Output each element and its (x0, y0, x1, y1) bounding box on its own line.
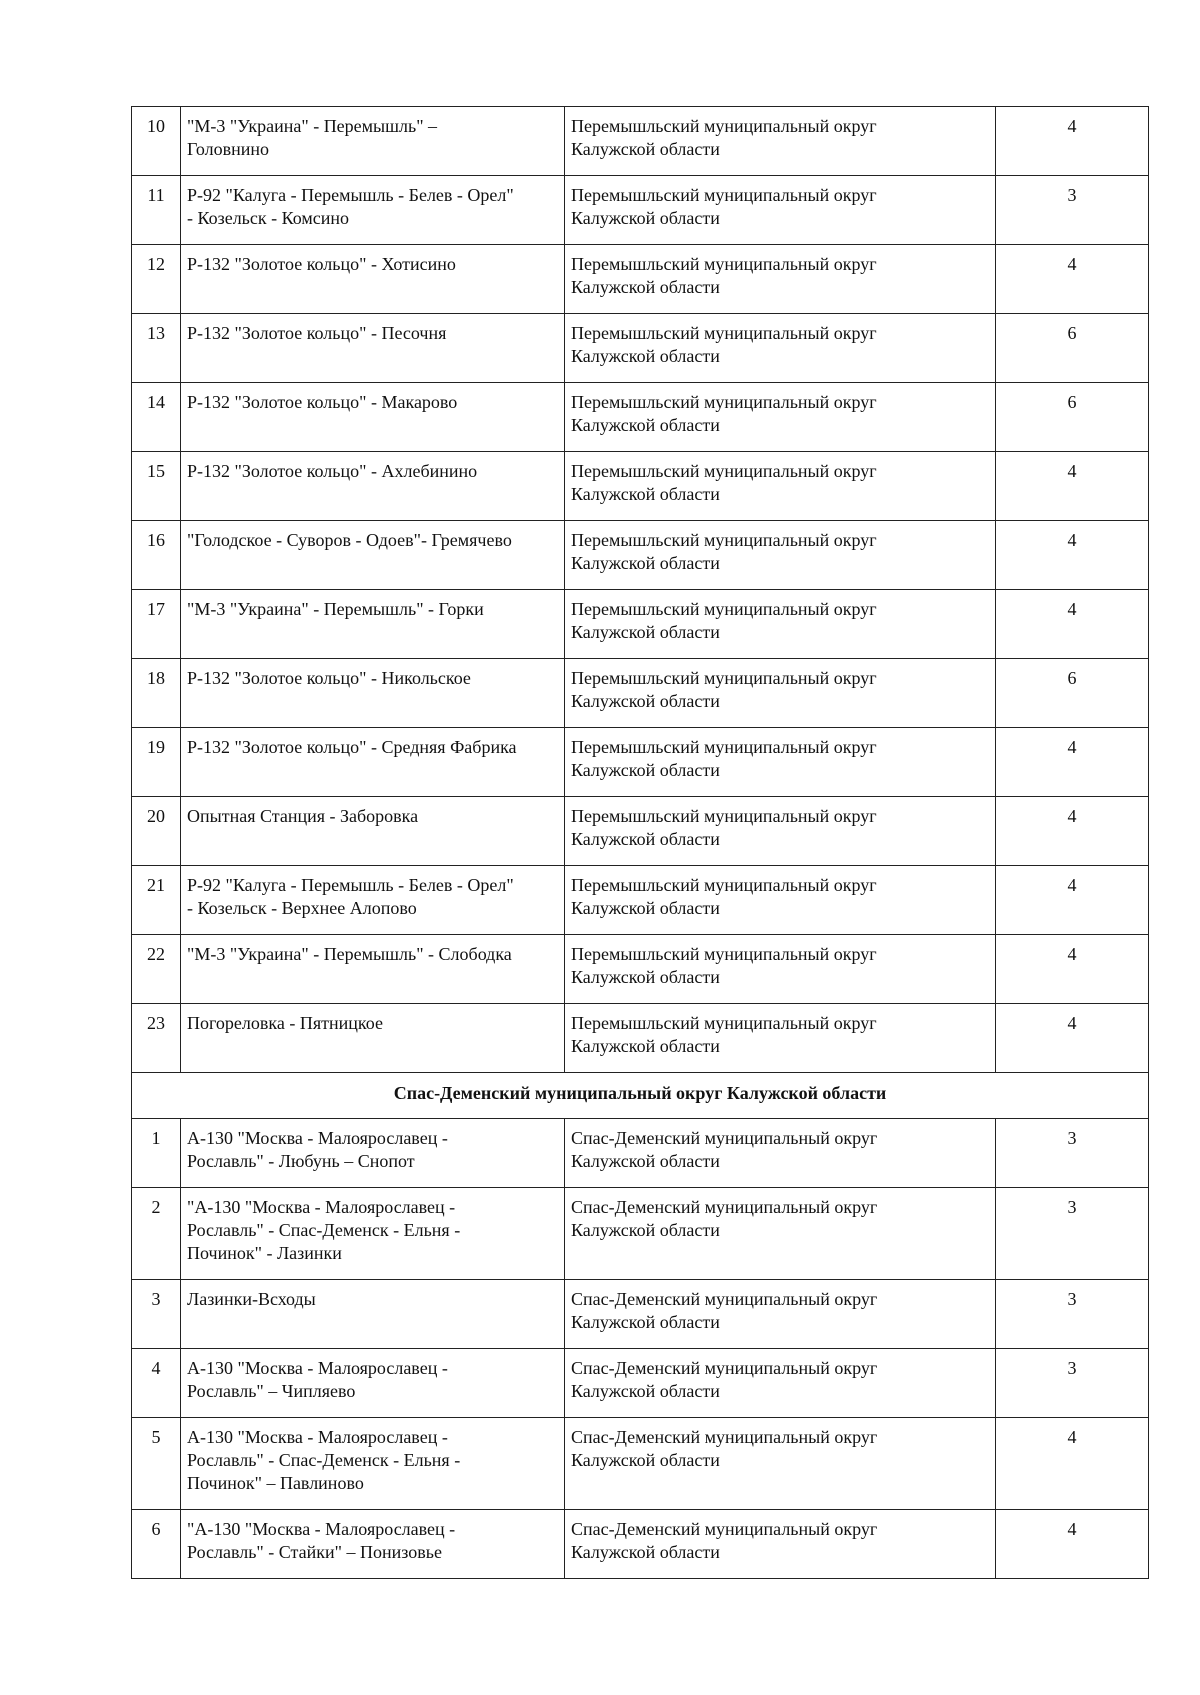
table-row (132, 1119, 1149, 1188)
table-row (132, 383, 1149, 452)
district-line: Перемышльский муниципальный округ (571, 737, 877, 757)
road-name-line: Р-132 "Золотое кольцо" - Макарово (187, 392, 458, 412)
district-line: Калужской области (571, 967, 720, 987)
district-line: Калужской области (571, 622, 720, 642)
road-name-line: Опытная Станция - Заборовка (187, 806, 419, 826)
table-row (132, 1188, 1149, 1280)
road-name-cell (181, 935, 565, 1004)
road-name-cell (181, 245, 565, 314)
road-name-line: "А-130 "Москва - Малоярославец - (187, 1519, 456, 1539)
road-name-line: - Козельск - Верхнее Алопово (187, 898, 417, 918)
road-name-line: Р-132 "Золотое кольцо" - Никольское (187, 668, 471, 688)
table-row (132, 866, 1149, 935)
district-cell (565, 1510, 996, 1579)
table-row (132, 590, 1149, 659)
row-number: 10 (132, 107, 181, 176)
district-line: Калужской области (571, 829, 720, 849)
road-name-line: А-130 "Москва - Малоярославец - (187, 1128, 448, 1148)
district-line: Перемышльский муниципальный округ (571, 875, 877, 895)
district-cell (565, 245, 996, 314)
table-row (132, 521, 1149, 590)
district-cell (565, 659, 996, 728)
road-name-line: - Козельск - Комсино (187, 208, 350, 228)
district-line: Перемышльский муниципальный округ (571, 806, 877, 826)
table-row (132, 245, 1149, 314)
district-cell (565, 590, 996, 659)
value-cell: 6 (996, 314, 1149, 383)
road-name-line: Рославль" - Спас-Деменск - Ельня - (187, 1220, 461, 1240)
district-cell (565, 1280, 996, 1349)
road-name-cell (181, 1510, 565, 1579)
table-row (132, 314, 1149, 383)
row-number: 21 (132, 866, 181, 935)
row-number: 5 (132, 1418, 181, 1510)
roads-table (131, 106, 1149, 1579)
district-line: Калужской области (571, 898, 720, 918)
table-row (132, 452, 1149, 521)
district-line: Перемышльский муниципальный округ (571, 254, 877, 274)
road-name-cell (181, 590, 565, 659)
road-name-cell (181, 1119, 565, 1188)
road-name-line: А-130 "Москва - Малоярославец - (187, 1427, 448, 1447)
road-name-cell (181, 659, 565, 728)
value-cell: 6 (996, 659, 1149, 728)
table-row (132, 1280, 1149, 1349)
district-cell (565, 728, 996, 797)
district-cell (565, 797, 996, 866)
section-header-row (132, 1073, 1149, 1119)
district-line: Калужской области (571, 139, 720, 159)
district-line: Спас-Деменский муниципальный округ (571, 1519, 878, 1539)
district-line: Калужской области (571, 1542, 720, 1562)
value-cell: 4 (996, 107, 1149, 176)
district-line: Калужской области (571, 691, 720, 711)
roads-table-body (132, 107, 1149, 1579)
district-line: Спас-Деменский муниципальный округ (571, 1427, 878, 1447)
district-cell (565, 314, 996, 383)
table-row (132, 1349, 1149, 1418)
road-name-cell (181, 1004, 565, 1073)
road-name-line: Головнино (187, 139, 269, 159)
value-cell: 3 (996, 1280, 1149, 1349)
district-line: Калужской области (571, 1381, 720, 1401)
value-cell: 4 (996, 866, 1149, 935)
district-cell (565, 521, 996, 590)
table-row (132, 176, 1149, 245)
road-name-cell (181, 1418, 565, 1510)
value-cell: 4 (996, 452, 1149, 521)
district-line: Калужской области (571, 1151, 720, 1171)
district-cell (565, 866, 996, 935)
road-name-cell (181, 452, 565, 521)
district-line: Калужской области (571, 1450, 720, 1470)
road-name-cell (181, 107, 565, 176)
road-name-line: А-130 "Москва - Малоярославец - (187, 1358, 448, 1378)
row-number: 2 (132, 1188, 181, 1280)
road-name-line: Рославль" - Стайки" – Понизовье (187, 1542, 442, 1562)
district-line: Спас-Деменский муниципальный округ (571, 1358, 878, 1378)
table-row (132, 659, 1149, 728)
district-cell (565, 1188, 996, 1280)
row-number: 16 (132, 521, 181, 590)
table-row (132, 1418, 1149, 1510)
road-name-cell (181, 728, 565, 797)
district-line: Спас-Деменский муниципальный округ (571, 1128, 878, 1148)
district-line: Калужской области (571, 346, 720, 366)
road-name-line: Р-132 "Золотое кольцо" - Хотисино (187, 254, 456, 274)
road-name-line: Починок" - Лазинки (187, 1243, 342, 1263)
district-line: Калужской области (571, 277, 720, 297)
district-cell (565, 383, 996, 452)
road-name-line: Рославль" - Любунь – Снопот (187, 1151, 415, 1171)
district-cell (565, 1349, 996, 1418)
row-number: 18 (132, 659, 181, 728)
value-cell: 4 (996, 728, 1149, 797)
district-cell (565, 1004, 996, 1073)
row-number: 13 (132, 314, 181, 383)
district-line: Калужской области (571, 1036, 720, 1056)
road-name-line: Р-132 "Золотое кольцо" - Средняя Фабрика (187, 737, 517, 757)
road-name-line: Погореловка - Пятницкое (187, 1013, 383, 1033)
road-name-cell (181, 797, 565, 866)
row-number: 4 (132, 1349, 181, 1418)
district-line: Перемышльский муниципальный округ (571, 668, 877, 688)
district-line: Перемышльский муниципальный округ (571, 599, 877, 619)
road-name-cell (181, 521, 565, 590)
value-cell: 6 (996, 383, 1149, 452)
district-line: Перемышльский муниципальный округ (571, 461, 877, 481)
district-cell (565, 452, 996, 521)
district-cell (565, 1119, 996, 1188)
road-name-cell (181, 1349, 565, 1418)
value-cell: 4 (996, 935, 1149, 1004)
value-cell: 3 (996, 1119, 1149, 1188)
section-title: Спас-Деменский муниципальный округ Калужской области (132, 1073, 1149, 1119)
road-name-cell (181, 314, 565, 383)
district-line: Калужской области (571, 1220, 720, 1240)
row-number: 6 (132, 1510, 181, 1579)
district-line: Спас-Деменский муниципальный округ (571, 1197, 878, 1217)
row-number: 17 (132, 590, 181, 659)
row-number: 1 (132, 1119, 181, 1188)
road-name-line: "Голодское - Суворов - Одоев"- Гремячево (187, 530, 512, 550)
road-name-cell (181, 176, 565, 245)
road-name-line: Рославль" - Спас-Деменск - Ельня - (187, 1450, 461, 1470)
district-cell (565, 1418, 996, 1510)
road-name-cell (181, 1280, 565, 1349)
road-name-cell (181, 866, 565, 935)
road-name-line: Р-132 "Золотое кольцо" - Песочня (187, 323, 447, 343)
road-name-line: Рославль" – Чипляево (187, 1381, 356, 1401)
value-cell: 4 (996, 521, 1149, 590)
table-row (132, 797, 1149, 866)
district-line: Перемышльский муниципальный округ (571, 944, 877, 964)
district-line: Перемышльский муниципальный округ (571, 530, 877, 550)
road-name-line: Лазинки-Всходы (187, 1289, 316, 1309)
district-line: Перемышльский муниципальный округ (571, 116, 877, 136)
road-name-line: "М-3 "Украина" - Перемышль" – (187, 116, 438, 136)
value-cell: 4 (996, 1004, 1149, 1073)
road-name-cell (181, 1188, 565, 1280)
district-line: Калужской области (571, 760, 720, 780)
table-row (132, 1510, 1149, 1579)
district-line: Калужской области (571, 415, 720, 435)
row-number: 12 (132, 245, 181, 314)
value-cell: 3 (996, 176, 1149, 245)
row-number: 19 (132, 728, 181, 797)
row-number: 23 (132, 1004, 181, 1073)
road-name-line: "М-3 "Украина" - Перемышль" - Горки (187, 599, 484, 619)
table-row (132, 935, 1149, 1004)
table-row (132, 107, 1149, 176)
value-cell: 4 (996, 245, 1149, 314)
district-cell (565, 107, 996, 176)
value-cell: 4 (996, 1510, 1149, 1579)
value-cell: 3 (996, 1349, 1149, 1418)
road-name-line: "М-3 "Украина" - Перемышль" - Слободка (187, 944, 512, 964)
road-name-line: Р-92 "Калуга - Перемышль - Белев - Орел" (187, 875, 514, 895)
value-cell: 4 (996, 590, 1149, 659)
road-name-line: "А-130 "Москва - Малоярославец - (187, 1197, 456, 1217)
table-row (132, 728, 1149, 797)
road-name-cell (181, 383, 565, 452)
road-name-line: Р-132 "Золотое кольцо" - Ахлебинино (187, 461, 478, 481)
table-row (132, 1004, 1149, 1073)
row-number: 14 (132, 383, 181, 452)
district-line: Калужской области (571, 1312, 720, 1332)
row-number: 3 (132, 1280, 181, 1349)
value-cell: 3 (996, 1188, 1149, 1280)
district-cell (565, 935, 996, 1004)
district-line: Перемышльский муниципальный округ (571, 1013, 877, 1033)
district-line: Калужской области (571, 484, 720, 504)
district-line: Спас-Деменский муниципальный округ (571, 1289, 878, 1309)
row-number: 20 (132, 797, 181, 866)
district-cell (565, 176, 996, 245)
district-line: Перемышльский муниципальный округ (571, 323, 877, 343)
district-line: Перемышльский муниципальный округ (571, 392, 877, 412)
row-number: 15 (132, 452, 181, 521)
row-number: 22 (132, 935, 181, 1004)
row-number: 11 (132, 176, 181, 245)
value-cell: 4 (996, 797, 1149, 866)
road-name-line: Р-92 "Калуга - Перемышль - Белев - Орел" (187, 185, 514, 205)
value-cell: 4 (996, 1418, 1149, 1510)
district-line: Перемышльский муниципальный округ (571, 185, 877, 205)
district-line: Калужской области (571, 553, 720, 573)
road-name-line: Починок" – Павлиново (187, 1473, 364, 1493)
district-line: Калужской области (571, 208, 720, 228)
